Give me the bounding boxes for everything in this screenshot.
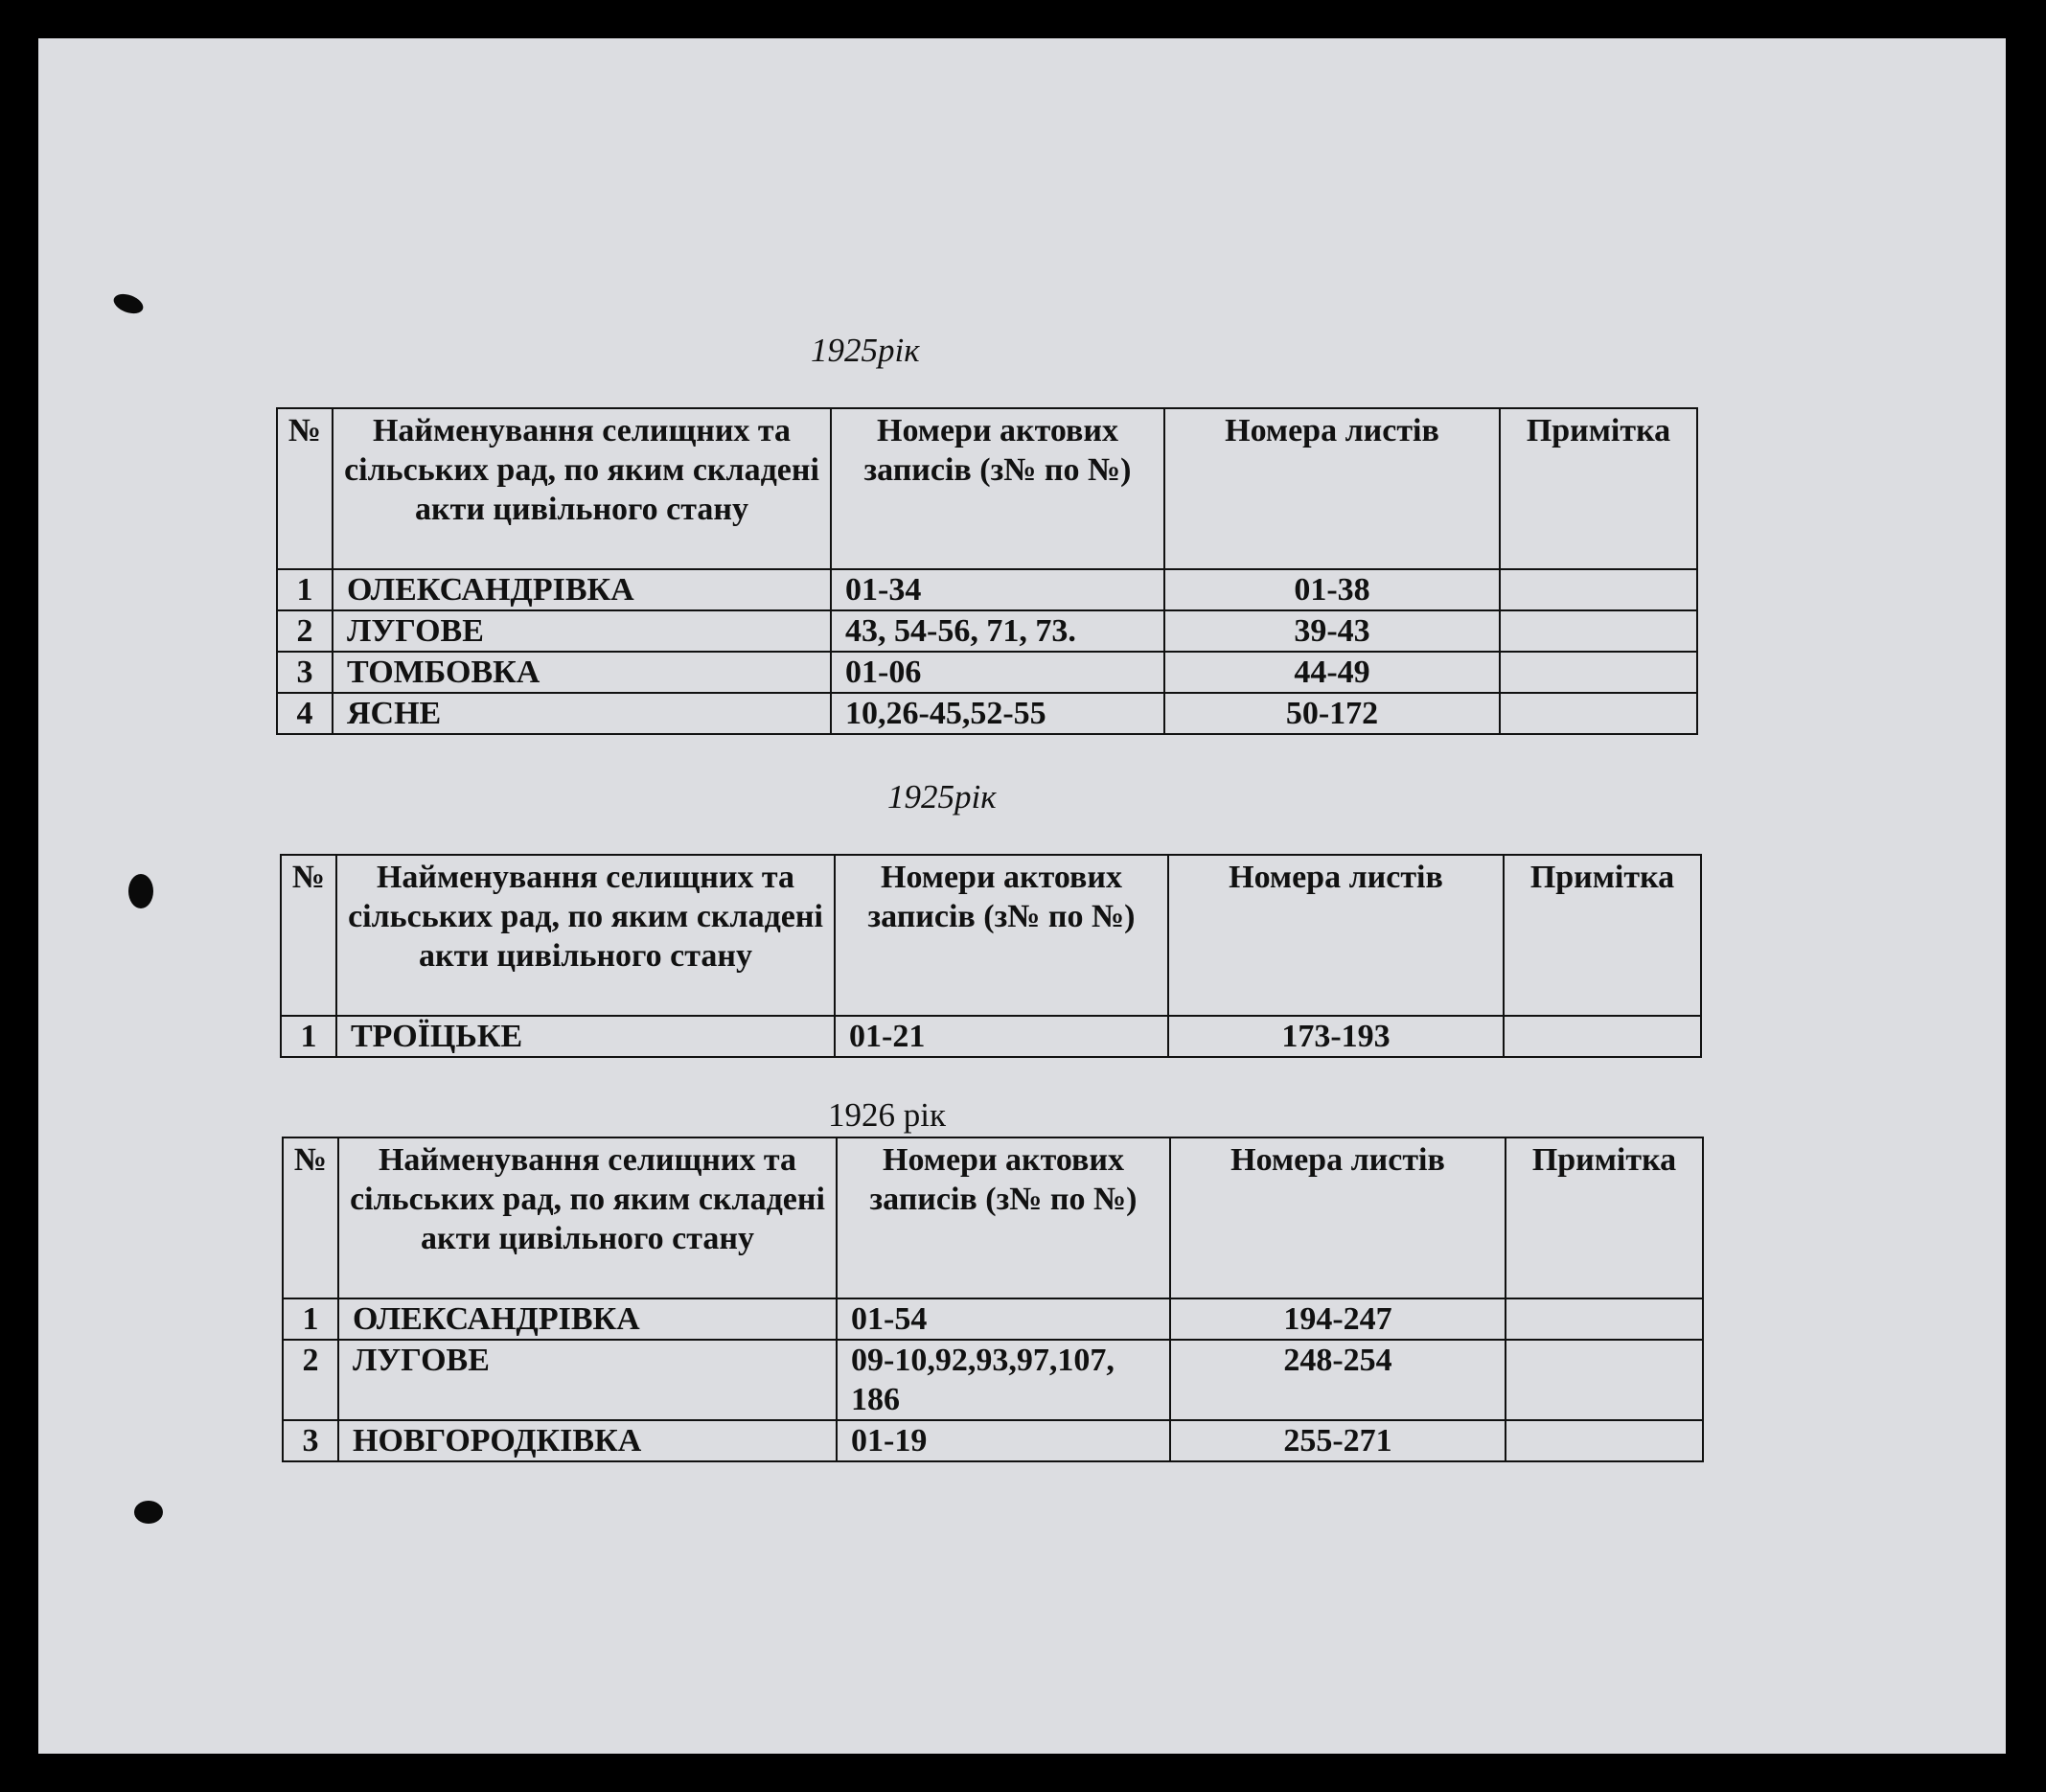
- col-header-num: №: [281, 855, 336, 1016]
- col-header-sheets: Номера листів: [1164, 408, 1500, 569]
- cell-num: 2: [283, 1340, 338, 1420]
- cell-note: [1500, 610, 1697, 652]
- punch-hole-bottom: [134, 1501, 163, 1524]
- cell-records: 01-21: [835, 1016, 1168, 1057]
- col-header-records: Номери актових записів (з№ по №): [831, 408, 1164, 569]
- col-header-note: Примітка: [1504, 855, 1701, 1016]
- cell-note: [1506, 1420, 1703, 1461]
- cell-records: 09-10,92,93,97,107, 186: [837, 1340, 1170, 1420]
- col-header-note: Примітка: [1506, 1137, 1703, 1298]
- cell-num: 4: [277, 693, 333, 734]
- cell-num: 3: [283, 1420, 338, 1461]
- register-table-1925-b: [280, 854, 1702, 1058]
- document-page: [38, 38, 2006, 1754]
- col-header-records: Номери актових записів (з№ по №): [835, 855, 1168, 1016]
- cell-records: 43, 54-56, 71, 73.: [831, 610, 1164, 652]
- cell-num: 1: [281, 1016, 336, 1057]
- table-header-row: [283, 1137, 1703, 1298]
- col-header-name: Найменування селищних та сільських рад, по яким складені акти цивільного стану: [333, 408, 831, 569]
- section-caption-1926: 1926 рік: [828, 1096, 946, 1134]
- table-row: [277, 569, 1697, 610]
- cell-note: [1504, 1016, 1701, 1057]
- cell-name: НОВГОРОДКІВКА: [338, 1420, 837, 1461]
- cell-records: 01-06: [831, 652, 1164, 693]
- cell-sheets: 39-43: [1164, 610, 1500, 652]
- cell-sheets: 50-172: [1164, 693, 1500, 734]
- cell-note: [1500, 693, 1697, 734]
- cell-name: ТРОЇЦЬКЕ: [336, 1016, 835, 1057]
- cell-num: 1: [277, 569, 333, 610]
- table-row: [277, 652, 1697, 693]
- cell-sheets: 44-49: [1164, 652, 1500, 693]
- table-header-row: [281, 855, 1701, 1016]
- cell-note: [1500, 652, 1697, 693]
- table-row: [283, 1420, 1703, 1461]
- section-caption-1925-b: 1925рік: [887, 778, 997, 816]
- register-table-1925-a: [276, 407, 1698, 735]
- table-row: [277, 693, 1697, 734]
- cell-name: ЛУГОВЕ: [333, 610, 831, 652]
- cell-name: ЯСНЕ: [333, 693, 831, 734]
- cell-num: 3: [277, 652, 333, 693]
- cell-records: 10,26-45,52-55: [831, 693, 1164, 734]
- cell-note: [1506, 1340, 1703, 1420]
- col-header-sheets: Номера листів: [1168, 855, 1504, 1016]
- cell-records: 01-34: [831, 569, 1164, 610]
- col-header-num: №: [277, 408, 333, 569]
- table-row: [283, 1340, 1703, 1420]
- cell-name: ОЛЕКСАНДРІВКА: [338, 1298, 837, 1340]
- punch-hole-middle: [128, 874, 153, 908]
- register-table-1926: [282, 1137, 1704, 1462]
- table-row: [283, 1298, 1703, 1340]
- section-caption-1925-a: 1925рік: [811, 332, 920, 369]
- cell-name: ТОМБОВКА: [333, 652, 831, 693]
- cell-num: 2: [277, 610, 333, 652]
- cell-name: ОЛЕКСАНДРІВКА: [333, 569, 831, 610]
- cell-sheets: 194-247: [1170, 1298, 1506, 1340]
- col-header-num: №: [283, 1137, 338, 1298]
- cell-note: [1500, 569, 1697, 610]
- table-row: [281, 1016, 1701, 1057]
- col-header-records: Номери актових записів (з№ по №): [837, 1137, 1170, 1298]
- cell-sheets: 173-193: [1168, 1016, 1504, 1057]
- col-header-sheets: Номера листів: [1170, 1137, 1506, 1298]
- punch-hole-top: [111, 290, 146, 317]
- cell-name: ЛУГОВЕ: [338, 1340, 837, 1420]
- table-header-row: [277, 408, 1697, 569]
- col-header-name: Найменування селищних та сільських рад, по яким складені акти цивільного стану: [336, 855, 835, 1016]
- cell-records: 01-54: [837, 1298, 1170, 1340]
- col-header-name: Найменування селищних та сільських рад, по яким складені акти цивільного стану: [338, 1137, 837, 1298]
- cell-sheets: 01-38: [1164, 569, 1500, 610]
- cell-sheets: 255-271: [1170, 1420, 1506, 1461]
- table-row: [277, 610, 1697, 652]
- cell-records: 01-19: [837, 1420, 1170, 1461]
- cell-note: [1506, 1298, 1703, 1340]
- col-header-note: Примітка: [1500, 408, 1697, 569]
- cell-sheets: 248-254: [1170, 1340, 1506, 1420]
- cell-num: 1: [283, 1298, 338, 1340]
